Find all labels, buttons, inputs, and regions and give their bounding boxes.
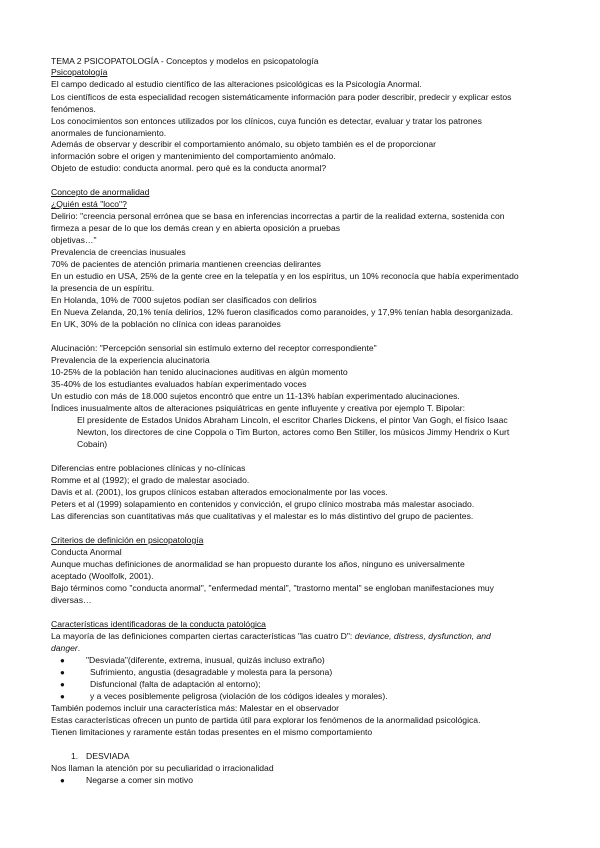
list-number: 1. <box>71 751 79 761</box>
paragraph: Davis et al. (2001), los grupos clínicos estaban alterados emocionalmente por las voces. <box>51 487 388 497</box>
paragraph: 70% de pacientes de atención primaria mantienen creencias delirantes <box>51 259 321 269</box>
paragraph: Nos llaman la atención por su peculiaridad o irracionalidad <box>51 763 274 773</box>
subsection-heading: DESVIADA <box>86 751 130 761</box>
paragraph <box>51 643 556 654</box>
subheading: ¿Quién está "loco"? <box>51 199 127 209</box>
paragraph: Un estudio con más de 18.000 sujetos encontró que entre un 11-13% habían experimentado alucinaciones. <box>51 391 460 401</box>
paragraph: anormales de funcionamiento. <box>51 128 167 138</box>
list-item: "Desviada"(diferente, extrema, inusual, quizás incluso extraño) <box>86 655 325 665</box>
document-title: TEMA 2 PSICOPATOLOGÍA - Conceptos y modelos en psicopatología <box>51 56 319 66</box>
bullet-icon: ● <box>60 692 65 701</box>
intro-emphasis: deviance, distress, dysfunction, and <box>354 631 491 641</box>
paragraph: 10-25% de la población han tenido alucinaciones auditivas en algún momento <box>51 367 348 377</box>
paragraph: También podemos incluir una característica más: Malestar en el observador <box>51 703 340 713</box>
paragraph: Objeto de estudio: conducta anormal. pero qué es la conducta anormal? <box>51 163 327 173</box>
list-item: y a veces posiblemente peligrosa (violación de los códigos ideales y morales). <box>90 691 388 701</box>
paragraph: Aunque muchas definiciones de anormalidad se han propuesto durante los años, ninguno es universalmente <box>51 559 465 569</box>
paragraph: En Nueva Zelanda, 20,1% tenía delirios, 12% fueron clasificados como paranoides, y 17,9% tenían habla desorganizada. <box>51 307 513 317</box>
bullet-icon: ● <box>60 668 65 677</box>
intro-emphasis: danger <box>51 643 78 653</box>
bullet-icon: ● <box>60 680 65 689</box>
paragraph: Delirio: "creencia personal errónea que se basa en inferencias incorrectas a partir de la realidad externa, sostenida con <box>51 211 505 221</box>
paragraph: En un estudio en USA, 25% de la gente cree en la telepatía y en los espíritus, un 10% reconocía que había experimentado <box>51 271 519 281</box>
paragraph: El campo dedicado al estudio científico de las alteraciones psicológicas es la Psicología Anormal. <box>51 79 422 89</box>
paragraph: Además de observar y describir el comportamiento anómalo, su objeto también es el de proporcionar <box>51 139 437 149</box>
paragraph: información sobre el origen y mantenimiento del comportamiento anómalo. <box>51 151 336 161</box>
paragraph: Romme et al (1992); el grado de malestar asociado. <box>51 475 250 485</box>
section-heading-caracteristicas: Características identificadoras de la conducta patológica <box>51 619 266 629</box>
section-heading-anormalidad: Concepto de anormalidad <box>51 187 150 197</box>
paragraph: Peters et al (1999) solapamiento en contenidos y convicción, el grupo clínico mostraba más malestar asociado. <box>51 499 475 509</box>
paragraph: Índices inusualmente altos de alteraciones psiquiátricas en gente influyente y creativa por ejemplo T. Bipolar: <box>51 403 466 413</box>
bullet-icon: ● <box>60 656 65 665</box>
paragraph: Las diferencias son cuantitativas más que cualitativas y el malestar es lo más distintivo del grupo de pacientes. <box>51 511 474 521</box>
paragraph: Los conocimientos son entonces utilizados por los clínicos, cuya función es detectar, evaluar y tratar los patrones <box>51 116 482 126</box>
list-item: Sufrimiento, angustia (desagradable y molesta para la persona) <box>90 667 333 677</box>
paragraph: En UK, 30% de la población no clínica con ideas paranoides <box>51 319 281 329</box>
paragraph <box>51 631 556 642</box>
paragraph: Estas características ofrecen un punto de partida útil para explorar los fenómenos de la anormalidad psicológica. <box>51 715 481 725</box>
section-heading-psicopatologia: Psicopatología <box>51 67 108 77</box>
paragraph: Diferencias entre poblaciones clínicas y no-clínicas <box>51 463 246 473</box>
paragraph: Bajo términos como "conducta anormal", "enfermedad mental", "trastorno mental" se engloban manifestaciones muy <box>51 583 494 593</box>
paragraph: Tienen limitaciones y raramente están todas presentes en el mismo comportamiento <box>51 727 373 737</box>
paragraph: objetivas…" <box>51 235 97 245</box>
paragraph: fenómenos. <box>51 104 96 114</box>
paragraph: Alucinación: "Percepción sensorial sin estímulo externo del receptor correspondiente" <box>51 343 377 353</box>
paragraph: diversas… <box>51 595 92 605</box>
list-item: Disfuncional (falta de adaptación al entorno); <box>90 679 261 689</box>
list-item: Negarse a comer sin motivo <box>86 775 193 785</box>
intro-text: La mayoría de las definiciones comparten ciertas características "las cuatro D": <box>51 631 355 641</box>
paragraph: Cobain) <box>77 439 108 449</box>
paragraph: Conducta Anormal <box>51 547 122 557</box>
section-heading-criterios: Criterios de definición en psicopatología <box>51 535 204 545</box>
paragraph: la presencia de un espíritu. <box>51 283 155 293</box>
paragraph: El presidente de Estados Unidos Abraham Lincoln, el escritor Charles Dickens, el pintor Van Gogh, el físico Isaac <box>77 415 508 425</box>
paragraph: Newton, los directores de cine Coppola o Tim Burton, actores como Ben Stiller, los músicos Jimmy Hendrix o Kurt <box>77 427 510 437</box>
intro-text: . <box>77 643 81 653</box>
paragraph: firmeza a pesar de lo que los demás crean y en abierta oposición a pruebas <box>51 223 341 233</box>
paragraph: Los científicos de esta especialidad recogen sistemáticamente información para poder describir, predecir y explicar estos <box>51 92 512 102</box>
paragraph: En Holanda, 10% de 7000 sujetos podían ser clasificados con delirios <box>51 295 317 305</box>
bullet-icon: ● <box>60 776 65 785</box>
paragraph: aceptado (Woolfolk, 2001). <box>51 571 154 581</box>
paragraph: Prevalencia de la experiencia alucinatoria <box>51 355 210 365</box>
paragraph: Prevalencia de creencias inusuales <box>51 247 186 257</box>
paragraph: 35-40% de los estudiantes evaluados habían experimentado voces <box>51 379 307 389</box>
